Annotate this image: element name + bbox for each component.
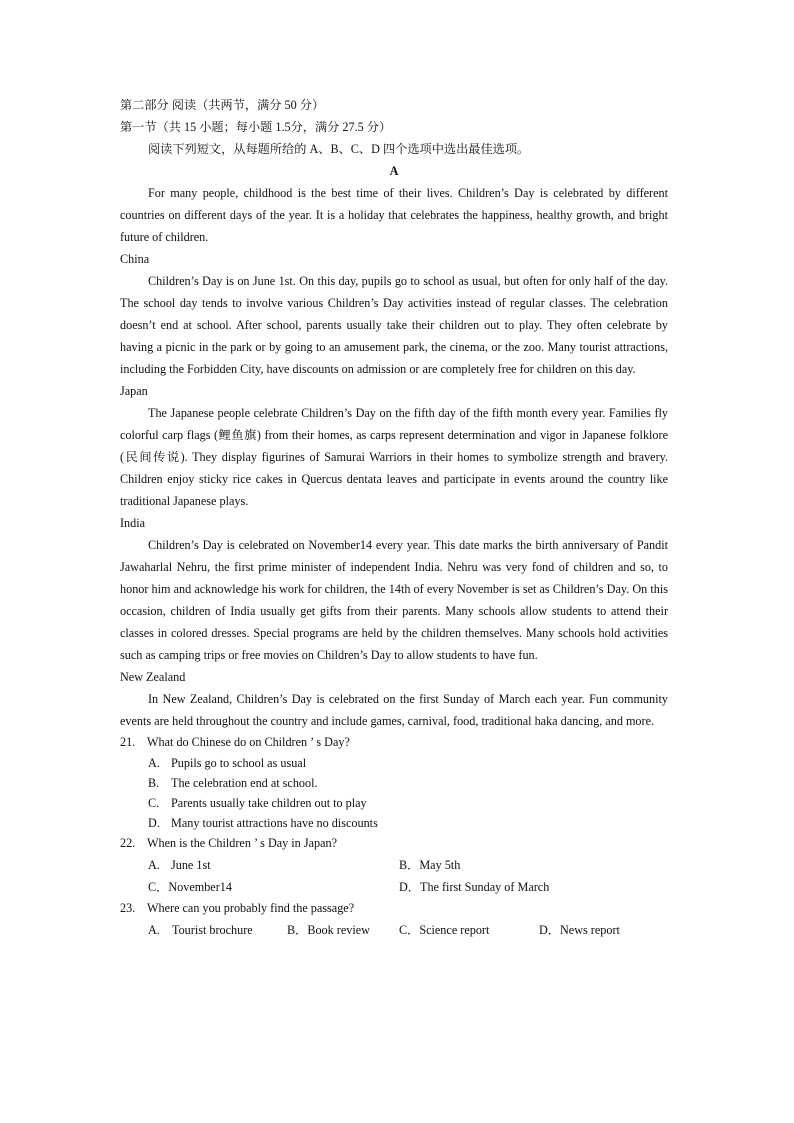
option-21-a[interactable]	[148, 753, 668, 773]
options-21	[120, 753, 668, 833]
option-22-b[interactable]	[399, 854, 650, 876]
question-23	[120, 898, 668, 919]
passage-label: A	[389, 164, 399, 178]
option-letter: D．	[539, 923, 560, 937]
option-letter: C．	[148, 880, 169, 894]
question-stem: What do Chinese do on Children ’ s Day?	[147, 735, 350, 749]
option-letter: B.	[148, 776, 160, 790]
question-21	[120, 732, 668, 753]
option-text: Parents usually take children out to play	[171, 796, 367, 810]
option-23-b[interactable]	[287, 919, 399, 941]
options-22-row-2	[120, 876, 668, 898]
sub-title: 第一节（共 15 小题；每小题 1.5分，满分 27.5 分）	[120, 120, 392, 134]
part-title: 第二部分 阅读（共两节，满分 50 分）	[120, 98, 325, 112]
question-number: 22.	[120, 836, 136, 850]
option-21-c[interactable]	[148, 793, 668, 813]
country-paragraph-japan: The Japanese people celebrate Children’s Day on the fifth day of the fifth month every year. Families fly colorful carp flags (鲤鱼旗) from their homes, as carps represent determination and vigor in Japanese folklore (民间传说). They display figurines of Samurai Warriors in their homes to symbolize strength and bravery. Children enjoy sticky rice cakes in Quercus dentata leaves and participate in events around the country like traditional Japanese plays.	[120, 406, 668, 508]
country-paragraph-china: Children’s Day is on June 1st. On this day, pupils go to school as usual, but often for only half of the day. The school day tends to involve various Children’s Day activities instead of regular classes. The celebration doesn’t end at school. After school, parents usually take their children out to play. They often celebrate by having a picnic in the park or by going to an amusement park, the cinema, or the zoo. Many tourist attractions, including the Forbidden City, have discounts on admission or are completely free for children on this day.	[120, 274, 668, 376]
country-paragraph-india: Children’s Day is celebrated on November14 every year. This date marks the birth anniversary of Pandit Jawaharlal Nehru, the first prime minister of independent India. Nehru was very fond of children and so, to honor him and acknowledge his work for children, the 14th of every November is set as Children’s Day. On this occasion, children of India usually get gifts from their parents. Many schools allow students to attend their classes in colored dresses. Special programs are held by the children themselves. Many schools hold activities such as camping trips or free movies on Children’s Day to allow students to have fun.	[120, 538, 668, 662]
option-text: Pupils go to school as usual	[171, 756, 307, 770]
question-stem: Where can you probably find the passage?	[147, 901, 355, 915]
option-23-d[interactable]	[539, 919, 649, 941]
option-text: Many tourist attractions have no discounts	[171, 816, 378, 830]
question-22	[120, 833, 668, 854]
option-text: November14	[168, 880, 232, 894]
option-letter: B．	[287, 923, 308, 937]
instruction: 阅读下列短文，从每题所给的 A、B、C、D 四个选项中选出最佳选项。	[148, 142, 530, 156]
option-text: June 1st	[171, 858, 211, 872]
country-heading-india: India	[120, 516, 146, 530]
options-22-row-1	[120, 854, 668, 876]
passage-intro: For many people, childhood is the best time of their lives. Children’s Day is celebrated by different countries on different days of the year. It is a holiday that celebrates the happiness, healthy growth, and bright future of children.	[120, 186, 668, 244]
option-letter: C．	[399, 923, 420, 937]
option-letter: A.	[148, 923, 160, 937]
option-letter: A.	[148, 858, 160, 872]
option-22-a[interactable]	[148, 854, 399, 876]
country-heading-china: China	[120, 252, 150, 266]
question-number: 21.	[120, 735, 136, 749]
question-stem: When is the Children ’ s Day in Japan?	[147, 836, 337, 850]
option-letter: D．	[399, 880, 420, 894]
option-letter: D.	[148, 816, 160, 830]
option-23-a[interactable]	[148, 919, 287, 941]
option-text: The first Sunday of March	[420, 880, 550, 894]
question-number: 23.	[120, 901, 136, 915]
country-paragraph-new-zealand: In New Zealand, Children’s Day is celebrated on the first Sunday of March each year. Fun community events are held throughout the country and include games, carnival, food, traditional haka dancing, and more.	[120, 692, 668, 728]
option-text: Book review	[307, 923, 370, 937]
options-23	[120, 919, 668, 941]
option-text: Tourist brochure	[172, 923, 253, 937]
option-21-b[interactable]	[148, 773, 668, 793]
option-text: News report	[560, 923, 620, 937]
country-heading-japan: Japan	[120, 384, 148, 398]
option-23-c[interactable]	[399, 919, 539, 941]
reading-section	[120, 94, 668, 941]
option-22-d[interactable]	[399, 876, 650, 898]
option-21-d[interactable]	[148, 813, 668, 833]
option-letter: A.	[148, 756, 160, 770]
option-letter: B．	[399, 858, 420, 872]
country-heading-new-zealand: New Zealand	[120, 670, 186, 684]
option-text: Science report	[419, 923, 490, 937]
option-22-c[interactable]	[148, 876, 399, 898]
option-text: The celebration end at school.	[171, 776, 318, 790]
option-text: May 5th	[419, 858, 461, 872]
option-letter: C.	[148, 796, 160, 810]
